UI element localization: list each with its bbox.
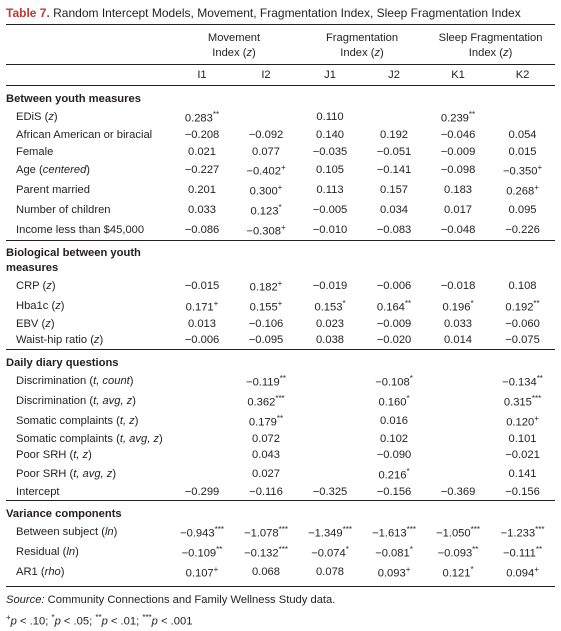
cell-value: 0.192	[380, 129, 409, 142]
cell-value: −0.111**	[502, 545, 543, 561]
cell-value: −0.141	[376, 163, 412, 176]
section-heading-row	[6, 241, 555, 277]
cell-value: 0.021	[188, 145, 216, 158]
cell-value: 0.033	[444, 318, 473, 331]
group-title-line1: Movement	[207, 32, 261, 44]
group-header-row	[6, 25, 555, 65]
source-text: Community Connections and Family Wellness Study data.	[44, 594, 336, 607]
cell-value	[426, 371, 490, 391]
cell-value: 0.038	[316, 334, 345, 347]
cell-value: 0.155+	[249, 299, 283, 314]
table-number: Table 7.	[6, 6, 50, 20]
header-corner	[6, 25, 170, 65]
cell-value	[426, 391, 490, 411]
row-label: Discrimination (t, count)	[16, 374, 134, 387]
cell-value: −1.349***	[308, 525, 352, 541]
table-row	[6, 160, 555, 180]
cell-value: −0.046	[440, 129, 476, 142]
cell-value: −0.098	[440, 163, 476, 176]
cell-value: −0.402+	[246, 162, 286, 178]
cell-value	[170, 464, 234, 484]
section-heading: Daily diary questions	[6, 349, 555, 371]
row-label: Somatic complaints (t, avg, z)	[16, 433, 163, 446]
cell-value: 0.101	[508, 433, 537, 446]
cell-value: 0.113	[316, 183, 344, 196]
cell-value	[298, 431, 362, 447]
cell-value: 0.078	[298, 562, 362, 587]
cell-value	[362, 107, 426, 127]
cell-value: −0.083	[376, 223, 412, 236]
section-heading-row	[6, 501, 555, 523]
cell-value: −0.010	[312, 223, 348, 236]
section-heading-row	[6, 349, 555, 371]
table-row	[6, 276, 555, 296]
table-row	[6, 484, 555, 501]
column-header: K1	[426, 65, 490, 86]
table-notes	[6, 591, 555, 631]
results-table	[6, 24, 555, 587]
cell-value: −0.035	[312, 145, 348, 158]
cell-value: 0.033	[188, 203, 216, 216]
cell-value: 0.160*	[378, 394, 410, 409]
cell-value: 0.105	[316, 163, 345, 176]
cell-value: −0.006	[376, 279, 412, 292]
row-label: Discrimination (t, avg, z)	[16, 394, 137, 407]
group-title-line2: Index (z)	[340, 47, 384, 59]
row-label: Poor SRH (t, avg, z)	[16, 467, 117, 480]
cell-value	[170, 391, 234, 411]
group-title-line1: Fragmentation	[325, 32, 399, 44]
row-label: Somatic complaints (t, z)	[16, 414, 139, 427]
table-row	[6, 411, 555, 431]
table-row	[6, 464, 555, 484]
row-label: AR1 (rho)	[6, 562, 170, 587]
row-label: Income less than $45,000	[16, 223, 145, 236]
cell-value: −0.090	[376, 449, 412, 462]
cell-value: −0.021	[505, 449, 540, 462]
cell-value	[426, 464, 490, 484]
row-label: African American or biracial	[16, 129, 153, 142]
table-row	[6, 296, 555, 316]
section-heading: Between youth measures	[6, 93, 141, 105]
cell-value: −0.060	[505, 318, 540, 331]
table-row	[6, 144, 555, 160]
cell-value: −0.943***	[180, 525, 224, 541]
cell-value	[426, 411, 490, 431]
cell-value: 0.095	[508, 203, 537, 216]
cell-value: −1.050***	[436, 525, 480, 541]
cell-value: 0.107+	[170, 562, 234, 587]
table-row	[6, 107, 555, 127]
cell-value: 0.123*	[250, 202, 282, 218]
cell-value: −1.233***	[500, 525, 545, 541]
table-row	[6, 562, 555, 587]
cell-value: 0.268+	[506, 182, 539, 198]
cell-value: −0.108*	[375, 374, 413, 389]
row-label: Hba1c (z)	[16, 299, 65, 312]
group-title-line2: Index (z)	[212, 47, 256, 59]
row-label: Female	[16, 145, 54, 158]
cell-value: −0.018	[440, 279, 476, 292]
cell-value: −0.009	[376, 318, 412, 331]
cell-value: 0.157	[380, 183, 409, 196]
cell-value	[426, 431, 490, 447]
table-row	[6, 200, 555, 220]
cell-value: 0.027	[252, 467, 280, 480]
source-note	[6, 591, 555, 609]
cell-value: −0.299	[184, 485, 220, 498]
cell-value: −0.092	[248, 129, 284, 142]
row-label: Age (centered)	[16, 163, 91, 176]
cell-value: 0.153*	[314, 299, 346, 314]
column-header: J1	[298, 65, 362, 86]
cell-value: −0.009	[440, 145, 476, 158]
cell-value: −0.208	[184, 129, 220, 142]
cell-value: 0.164**	[376, 299, 412, 314]
cell-value: −0.093**	[437, 545, 479, 561]
cell-value	[298, 391, 362, 411]
section-heading-row	[6, 86, 555, 108]
column-header: J2	[362, 65, 426, 86]
cell-value	[298, 464, 362, 484]
column-header: I2	[234, 65, 298, 86]
section-heading	[6, 241, 555, 277]
cell-value: 0.015	[508, 145, 537, 158]
cell-value: −0.109**	[181, 545, 223, 561]
cell-value: 0.300+	[249, 182, 283, 198]
row-label: Between subject (ln)	[16, 526, 118, 539]
cell-value	[170, 431, 234, 447]
cell-value: −0.081*	[375, 545, 413, 561]
cell-value	[170, 371, 234, 391]
cell-value: −0.051	[376, 145, 412, 158]
table-row	[6, 220, 555, 241]
table-row	[6, 431, 555, 447]
cell-value: 0.216*	[378, 466, 410, 482]
cell-value: −0.006	[184, 334, 220, 347]
cell-value: −0.106	[248, 318, 284, 331]
table-row	[6, 127, 555, 143]
cell-value: 0.183	[444, 183, 473, 196]
header-corner	[6, 65, 170, 86]
row-label: Residual (ln)	[16, 546, 79, 559]
cell-value: 0.013	[188, 318, 216, 331]
cell-value: −0.074*	[311, 545, 349, 561]
column-header: I1	[170, 65, 234, 86]
cell-value: −0.095	[248, 334, 284, 347]
cell-value: 0.141	[508, 467, 537, 480]
cell-value	[170, 411, 234, 431]
significance-note: +p < .10; *p < .05; **p < .01; ***p < .001	[6, 613, 193, 629]
cell-value: −0.048	[440, 223, 476, 236]
table-row	[6, 180, 555, 200]
cell-value	[170, 447, 234, 463]
row-label: EBV (z)	[16, 318, 55, 331]
cell-value: 0.283**	[184, 110, 220, 126]
cell-value: 0.362***	[247, 394, 285, 409]
cell-value: 0.043	[252, 449, 280, 462]
cell-value: 0.239**	[440, 110, 476, 126]
group-header-movement	[170, 25, 298, 65]
cell-value: 0.093+	[362, 562, 426, 587]
cell-value: 0.034	[380, 203, 409, 216]
group-title-line2: Index (z)	[468, 47, 513, 59]
table-row	[6, 371, 555, 391]
cell-value: −1.613***	[372, 525, 416, 541]
cell-value: 0.196*	[442, 299, 474, 314]
cell-value: 0.140	[316, 129, 345, 142]
cell-value: −0.369	[440, 485, 476, 498]
cell-value: 0.014	[444, 334, 473, 347]
cell-value: −0.119**	[246, 374, 286, 389]
cell-value: −0.132***	[244, 545, 288, 561]
cell-value: 0.023	[316, 318, 345, 331]
row-label: Waist-hip ratio (z)	[16, 334, 104, 347]
cell-value: 0.171+	[185, 299, 219, 314]
group-title-line1: Sleep Fragmentation	[438, 32, 543, 44]
cell-value: −0.226	[505, 223, 540, 236]
cell-value	[298, 411, 362, 431]
table-row	[6, 316, 555, 332]
cell-value: −0.156	[505, 485, 540, 498]
table-title	[6, 6, 555, 21]
table-body	[6, 86, 555, 587]
cell-value	[490, 107, 555, 127]
cell-value: −0.020	[376, 334, 412, 347]
cell-value: 0.068	[234, 562, 298, 587]
cell-value: −0.156	[376, 485, 412, 498]
column-header: K2	[490, 65, 555, 86]
cell-value: 0.016	[380, 414, 409, 427]
cell-value: −0.116	[249, 485, 283, 498]
group-header-sleep-fragmentation	[426, 25, 555, 65]
group-header-fragmentation	[298, 25, 426, 65]
section-heading-line2: measures	[6, 262, 59, 275]
table-row	[6, 391, 555, 411]
cell-value: −1.078***	[244, 525, 288, 541]
table-caption: Random Intercept Models, Movement, Fragmentation Index, Sleep Fragmentation Index	[49, 6, 521, 20]
table-row	[6, 447, 555, 463]
cell-value: −0.134**	[502, 374, 543, 389]
model-header-row	[6, 65, 555, 86]
row-label: Number of children	[16, 203, 111, 216]
cell-value	[298, 371, 362, 391]
cell-value: 0.110	[316, 111, 344, 124]
cell-value: 0.182+	[249, 279, 283, 294]
section-heading: Variance components	[6, 501, 555, 523]
cell-value: 0.192**	[505, 299, 540, 314]
cell-value: 0.072	[252, 433, 280, 446]
section-heading-line1: Biological between youth	[6, 247, 141, 260]
cell-value: 0.102	[380, 433, 409, 446]
cell-value: −0.086	[184, 223, 220, 236]
cell-value: 0.201	[188, 183, 216, 196]
cell-value: −0.015	[184, 279, 220, 292]
cell-value: 0.315***	[503, 394, 542, 409]
cell-value: 0.108	[508, 279, 537, 292]
cell-value	[426, 447, 490, 463]
cell-value: −0.075	[505, 334, 540, 347]
row-label: Intercept	[16, 485, 60, 498]
cell-value: 0.017	[444, 203, 473, 216]
cell-value: −0.350+	[502, 162, 543, 178]
cell-value: −0.005	[312, 203, 348, 216]
cell-value: −0.308+	[246, 223, 286, 238]
cell-value: 0.094+	[490, 562, 555, 587]
cell-value: −0.325	[312, 485, 348, 498]
table-row	[6, 542, 555, 562]
cell-value: 0.120+	[506, 414, 539, 429]
cell-value: 0.179**	[248, 414, 284, 429]
cell-value	[298, 447, 362, 463]
table-row	[6, 332, 555, 349]
table-row	[6, 522, 555, 542]
row-label: CRP (z)	[16, 279, 56, 292]
row-label: Poor SRH (t, z)	[16, 449, 92, 462]
cell-value: −0.019	[312, 279, 348, 292]
row-label: Parent married	[16, 183, 90, 196]
row-label: EDiS (z)	[16, 111, 58, 124]
cell-value: 0.054	[508, 129, 537, 142]
cell-value: 0.121*	[426, 562, 490, 587]
source-label: Source:	[6, 594, 45, 607]
cell-value: 0.077	[252, 145, 280, 158]
cell-value	[234, 107, 298, 127]
cell-value: −0.227	[184, 163, 220, 176]
